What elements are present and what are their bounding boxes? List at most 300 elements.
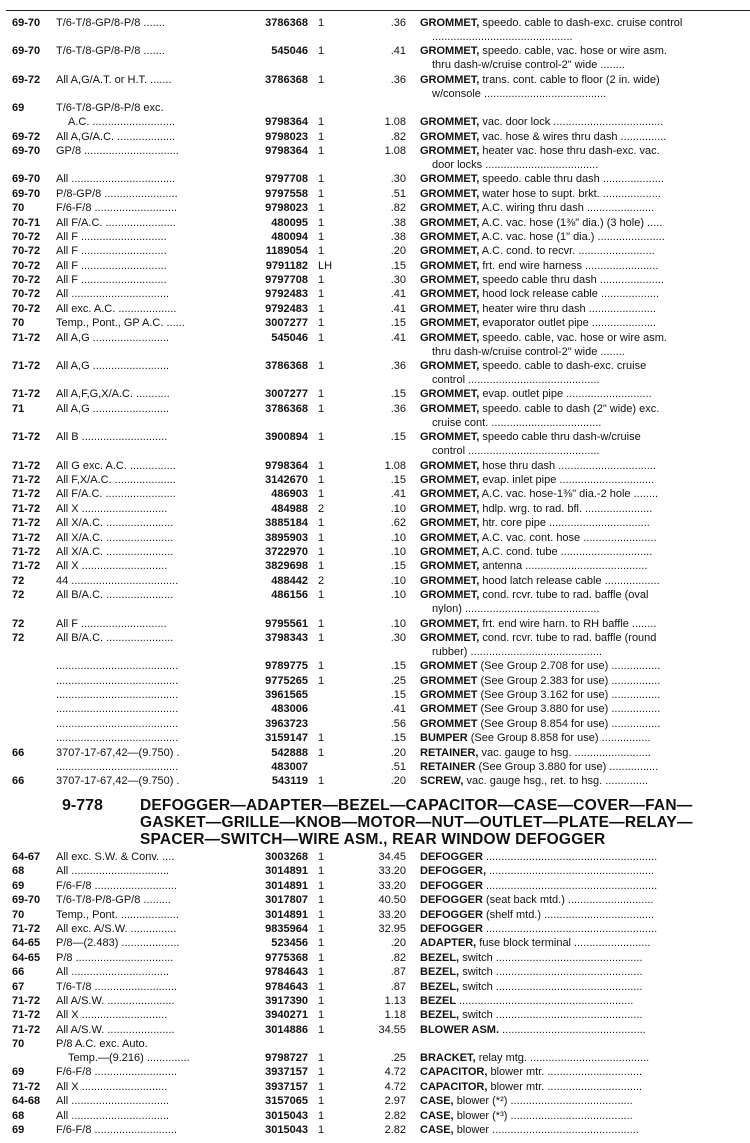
description-line	[420, 545, 746, 559]
year-cell: 69-70	[12, 173, 41, 186]
model-line: All ................................	[56, 288, 170, 301]
model-cell	[56, 850, 230, 864]
price: 4.72	[384, 1080, 406, 1093]
quantity: 1	[318, 674, 325, 687]
table-row	[0, 44, 750, 72]
year-cell: 71-72	[12, 560, 41, 573]
part-number: 484988	[271, 502, 308, 515]
quantity: 1	[318, 216, 325, 229]
description-cell	[406, 617, 750, 631]
year-cell: 71-72	[12, 545, 41, 558]
description-text: (See Group 8.854 for use) ................	[480, 717, 661, 730]
price: .25	[390, 1052, 406, 1065]
quantity: 1	[318, 1124, 325, 1137]
model-line: All A,G .........................	[56, 402, 170, 415]
description-cell	[406, 965, 750, 979]
table-row	[0, 402, 750, 430]
price: .30	[390, 274, 406, 287]
part-number: 3015043	[265, 1124, 308, 1137]
price: .20	[390, 775, 406, 788]
part-number: 9784643	[265, 966, 308, 979]
part-number: 483006	[271, 703, 308, 716]
description-line: control ...........................................	[432, 445, 600, 458]
table-row	[0, 980, 750, 994]
part-name: DEFOGGER	[420, 851, 483, 863]
year-cell: 67	[12, 980, 25, 993]
description-cell	[406, 922, 750, 936]
part-number: 3829698	[265, 560, 308, 573]
part-name: RETAINER,	[420, 746, 479, 759]
model-line: All ..................................	[56, 173, 176, 186]
year-cell: 70	[12, 202, 25, 215]
description-cell	[406, 473, 750, 487]
part-number: 9798364	[265, 116, 308, 129]
quantity: 1	[318, 388, 325, 401]
description-text: speedo cable thru dash .....................	[482, 274, 664, 287]
description-line	[420, 588, 746, 602]
model-cell	[56, 1094, 230, 1108]
description-line	[420, 922, 746, 936]
quantity: 1	[318, 1066, 325, 1079]
price: 1.18	[384, 1009, 406, 1022]
description-text: frt. end wire harness ........................	[482, 259, 659, 272]
part-name: GROMMET,	[420, 517, 480, 530]
part-number: 3159147	[265, 732, 308, 745]
model-line: All ................................	[56, 1109, 170, 1122]
part-number: 3003268	[265, 851, 308, 863]
description-line	[420, 936, 746, 950]
description-cell	[406, 864, 750, 878]
part-number: 3014886	[265, 1023, 308, 1036]
model-cell	[56, 16, 230, 30]
quantity: 1	[318, 245, 325, 258]
part-number: 3798343	[265, 631, 308, 644]
description-line	[420, 746, 746, 760]
model-cell	[56, 965, 230, 979]
description-line	[420, 994, 746, 1008]
part-number: 3963723	[265, 717, 308, 730]
model-cell	[56, 631, 230, 645]
description-text: speedo cable thru dash-w/cruise	[482, 431, 641, 444]
description-text: evaporator outlet pipe .....................	[482, 317, 656, 330]
table-row	[0, 1023, 750, 1037]
part-number: 3900894	[265, 431, 308, 444]
year-cell: 71-72	[12, 488, 41, 501]
part-number: 542888	[271, 746, 308, 759]
part-name: GROMMET,	[420, 245, 480, 258]
description-line	[420, 473, 746, 487]
description-line	[420, 574, 746, 588]
model-cell	[56, 922, 230, 936]
model-cell	[56, 316, 230, 330]
description-cell	[406, 1023, 750, 1037]
description-line	[420, 760, 746, 774]
description-text: ...............................................	[502, 1023, 646, 1036]
price: 33.20	[378, 908, 406, 921]
price: .15	[390, 660, 406, 673]
description-text: evap. outlet pipe ............................	[482, 388, 652, 401]
table-row	[0, 487, 750, 501]
part-name: GROMMET,	[420, 360, 480, 373]
price: .10	[390, 502, 406, 515]
table-row	[0, 359, 750, 387]
part-name: GROMMET,	[420, 116, 480, 129]
description-line: cruise cont. ....................................	[432, 416, 602, 429]
model-cell	[56, 617, 230, 631]
description-line	[420, 1065, 746, 1079]
description-line: control ...........................................	[432, 374, 600, 387]
model-line: All X ............................	[56, 1080, 168, 1093]
table-row	[0, 273, 750, 287]
price: 32.95	[378, 922, 406, 935]
model-cell	[56, 659, 230, 673]
table-row	[0, 674, 750, 688]
description-line	[420, 774, 746, 788]
part-name: GROMMET,	[420, 259, 480, 272]
part-name: GROMMET,	[420, 17, 480, 29]
description-line	[420, 459, 746, 473]
model-cell	[56, 717, 230, 731]
part-name: GROMMET,	[420, 230, 480, 243]
quantity: 1	[318, 865, 325, 878]
price: .41	[390, 45, 406, 58]
year-cell: 71	[12, 402, 25, 415]
year-cell: 64-65	[12, 951, 41, 964]
description-line	[420, 259, 746, 273]
year-cell: 66	[12, 746, 25, 759]
part-name: GROMMET,	[420, 631, 480, 644]
part-number: 3940271	[265, 1009, 308, 1022]
table-row	[0, 244, 750, 258]
part-number: 3014891	[265, 908, 308, 921]
description-line	[420, 1008, 746, 1022]
part-number: 1189054	[265, 245, 308, 258]
price: .36	[390, 402, 406, 415]
description-cell	[406, 359, 750, 387]
description-text: switch ................................................	[462, 980, 643, 993]
description-text: fuse block terminal .........................	[479, 937, 651, 950]
part-name: ADAPTER,	[420, 937, 477, 950]
top-rule	[6, 10, 750, 11]
description-line	[420, 359, 746, 373]
model-cell	[56, 1023, 230, 1037]
model-line: All A/S.W. ......................	[56, 994, 175, 1007]
description-cell	[406, 302, 750, 316]
description-line	[420, 617, 746, 631]
table-row	[0, 717, 750, 731]
price: .20	[390, 937, 406, 950]
year-cell: 71-72	[12, 1080, 41, 1093]
model-cell	[56, 1123, 230, 1137]
model-line: T/6-T/8-GP/8-P/8 .......	[56, 17, 165, 29]
description-cell	[406, 331, 750, 359]
price: 2.82	[384, 1124, 406, 1137]
part-number: 9792483	[265, 288, 308, 301]
table-row	[0, 16, 750, 44]
quantity: 1	[318, 951, 325, 964]
description-text: (shelf mtd.) ....................................	[486, 908, 655, 921]
part-number: 3007277	[265, 317, 308, 330]
year-cell: 70-72	[12, 274, 41, 287]
group-title-line: SPACER—SWITCH—WIRE ASM., REAR WINDOW DEFOGGER	[140, 831, 606, 848]
description-text: speedo. cable to dash (2" wide) exc.	[482, 402, 660, 415]
model-cell	[56, 951, 230, 965]
price: .41	[390, 302, 406, 315]
part-number: 3786368	[265, 17, 308, 29]
year-cell: 64-65	[12, 937, 41, 950]
model-cell	[56, 994, 230, 1008]
description-text: speedo. cable to dash-exc. cruise control	[482, 17, 683, 29]
part-name: CAPACITOR,	[420, 1080, 488, 1093]
model-cell	[56, 893, 230, 907]
part-number: 3017807	[265, 894, 308, 907]
description-text: ........................................................	[486, 851, 658, 863]
description-text: frt. end wire harn. to RH baffle ........	[482, 617, 657, 630]
part-name: GROMMET,	[420, 545, 480, 558]
table-row	[0, 230, 750, 244]
part-name: GROMMET,	[420, 502, 480, 515]
description-line	[420, 73, 746, 87]
model-line: Temp.—(9.216) ..............	[68, 1052, 190, 1065]
part-number: 3786368	[265, 73, 308, 86]
year-cell: 68	[12, 1109, 25, 1122]
description-text: vac. hose & wires thru dash ...............	[482, 130, 667, 143]
year-cell: 70-72	[12, 259, 41, 272]
description-cell	[406, 459, 750, 473]
part-name: GROMMET,	[420, 45, 480, 58]
description-text: (See Group 3.880 for use) ................	[480, 703, 661, 716]
quantity: 1	[318, 980, 325, 993]
model-line: All B/A.C. ......................	[56, 589, 174, 602]
description-cell	[406, 1037, 750, 1065]
part-number: 9798727	[265, 1052, 308, 1065]
part-name: DEFOGGER	[420, 908, 483, 921]
year-cell: 71-72	[12, 473, 41, 486]
part-name: GROMMET,	[420, 402, 480, 415]
price: .56	[390, 717, 406, 730]
description-line: nylon) ............................................	[432, 603, 600, 616]
model-line: F/6-F/8 ...........................	[56, 202, 178, 215]
quantity: 1	[318, 775, 325, 788]
model-line: All F ............................	[56, 259, 167, 272]
part-number: 9797708	[265, 274, 308, 287]
quantity: 1	[318, 274, 325, 287]
description-text: (See Group 2.383 for use) ................	[480, 674, 661, 687]
description-text: A.C. vac. cont. hose ........................	[481, 531, 657, 544]
model-cell	[56, 531, 230, 545]
part-number: 3895903	[265, 531, 308, 544]
model-cell	[56, 588, 230, 602]
year-cell: 71-72	[12, 531, 41, 544]
year-cell: 69	[12, 1124, 25, 1137]
part-number: 3786368	[265, 360, 308, 373]
part-name: GROMMET	[420, 689, 478, 702]
description-line	[420, 1109, 746, 1123]
year-cell: 64-67	[12, 851, 41, 863]
model-line: All exc. A.C. ...................	[56, 302, 177, 315]
model-line: All F/A.C. .......................	[56, 216, 176, 229]
part-number: 9797708	[265, 173, 308, 186]
part-name: GROMMET,	[420, 574, 480, 587]
quantity: 1	[318, 202, 325, 215]
description-cell	[406, 702, 750, 716]
year-cell: 70-72	[12, 230, 41, 243]
table-row	[0, 1065, 750, 1079]
part-number: 3786368	[265, 402, 308, 415]
model-cell	[56, 1080, 230, 1094]
description-cell	[406, 316, 750, 330]
price: .82	[390, 951, 406, 964]
model-cell	[56, 774, 230, 788]
description-cell	[406, 774, 750, 788]
price: .87	[390, 980, 406, 993]
description-cell	[406, 287, 750, 301]
model-line: All ................................	[56, 865, 170, 878]
description-cell	[406, 850, 750, 864]
quantity: 1	[318, 545, 325, 558]
description-line	[420, 879, 746, 893]
model-cell	[56, 273, 230, 287]
year-cell: 71-72	[12, 1023, 41, 1036]
year-cell: 70-72	[12, 302, 41, 315]
price: 33.20	[378, 879, 406, 892]
description-text: cond. rcvr. tube to rad. baffle (oval	[482, 589, 649, 602]
quantity: 1	[318, 617, 325, 630]
price: .15	[390, 689, 406, 702]
model-cell	[56, 144, 230, 158]
price: .36	[390, 17, 406, 29]
part-name: BLOWER ASM.	[420, 1023, 500, 1036]
description-cell	[406, 746, 750, 760]
description-line	[420, 273, 746, 287]
part-number: 9798364	[265, 144, 308, 157]
year-cell: 71-72	[12, 502, 41, 515]
table-row	[0, 1037, 750, 1065]
quantity: 1	[318, 116, 325, 129]
year-cell: 72	[12, 631, 25, 644]
model-line: All ................................	[56, 966, 170, 979]
description-line	[420, 951, 746, 965]
description-cell	[406, 631, 750, 659]
part-number: 480094	[271, 230, 308, 243]
description-line	[420, 16, 746, 30]
description-cell	[406, 244, 750, 258]
description-line: rubber) ...........................................	[432, 645, 602, 658]
part-number: 9775265	[265, 674, 308, 687]
part-number: 488442	[271, 574, 308, 587]
quantity: 1	[318, 660, 325, 673]
model-cell	[56, 359, 230, 373]
year-cell: 70-72	[12, 245, 41, 258]
part-name: BUMPER	[420, 732, 468, 745]
model-line: ........................................	[56, 732, 179, 745]
description-line	[420, 702, 746, 716]
description-text: A.C. vac. hose (1⅜" dia.) (3 hole) .....	[481, 216, 663, 229]
model-line: All X ............................	[56, 502, 168, 515]
description-line	[420, 531, 746, 545]
description-line	[420, 230, 746, 244]
description-line	[420, 201, 746, 215]
table-row	[0, 459, 750, 473]
description-line	[420, 331, 746, 345]
description-cell	[406, 1094, 750, 1108]
description-text: ......................................................	[489, 865, 655, 878]
table-row	[0, 879, 750, 893]
price: 2.82	[384, 1109, 406, 1122]
description-line	[420, 717, 746, 731]
model-line: All ................................	[56, 1095, 170, 1108]
description-line	[420, 864, 746, 878]
quantity: 1	[318, 431, 325, 444]
model-line: P/8 ................................	[56, 951, 174, 964]
year-cell: 69-70	[12, 45, 41, 58]
description-cell	[406, 879, 750, 893]
description-line	[420, 1094, 746, 1108]
table-row	[0, 760, 750, 774]
quantity: 1	[318, 73, 325, 86]
price: .51	[390, 187, 406, 200]
description-line	[420, 893, 746, 907]
description-cell	[406, 101, 750, 129]
table-row	[0, 531, 750, 545]
table-row	[0, 588, 750, 616]
table-row	[0, 908, 750, 922]
table-row	[0, 965, 750, 979]
model-cell	[56, 1065, 230, 1079]
quantity: 1	[318, 488, 325, 501]
part-number: 486903	[271, 488, 308, 501]
price: 1.08	[384, 116, 406, 129]
model-cell	[56, 201, 230, 215]
part-name: GROMMET	[420, 717, 478, 730]
table-row	[0, 502, 750, 516]
description-cell	[406, 731, 750, 745]
model-line: GP/8 ...............................	[56, 144, 179, 157]
model-cell	[56, 1008, 230, 1022]
description-text: cond. rcvr. tube to rad. baffle (round	[482, 631, 657, 644]
description-cell	[406, 1008, 750, 1022]
description-line	[420, 965, 746, 979]
model-cell	[56, 936, 230, 950]
quantity: 1	[318, 732, 325, 745]
description-text: blower (*³) ........................................	[456, 1109, 633, 1122]
price: .15	[390, 473, 406, 486]
description-cell	[406, 259, 750, 273]
table-row	[0, 951, 750, 965]
description-text: vac. door lock ....................................	[482, 116, 664, 129]
part-name: CASE,	[420, 1095, 454, 1108]
description-text: blower ................................................	[456, 1124, 639, 1137]
description-line	[420, 144, 746, 158]
model-line: All A,F,G,X/A.C. ...........	[56, 388, 170, 401]
part-number: 9791182	[265, 259, 308, 272]
quantity: 1	[318, 631, 325, 644]
table-row	[0, 631, 750, 659]
price: 4.72	[384, 1066, 406, 1079]
part-name: BEZEL,	[420, 966, 460, 979]
part-number: 523456	[271, 937, 308, 950]
year-cell: 69	[12, 1066, 25, 1079]
model-line: All F ............................	[56, 230, 167, 243]
description-cell	[406, 402, 750, 430]
description-line	[420, 674, 746, 688]
defogger-parts-list	[0, 850, 750, 1137]
table-row	[0, 1123, 750, 1137]
model-cell	[56, 430, 230, 444]
model-line: All F ............................	[56, 274, 167, 287]
price: 2.97	[384, 1095, 406, 1108]
table-row	[0, 1008, 750, 1022]
